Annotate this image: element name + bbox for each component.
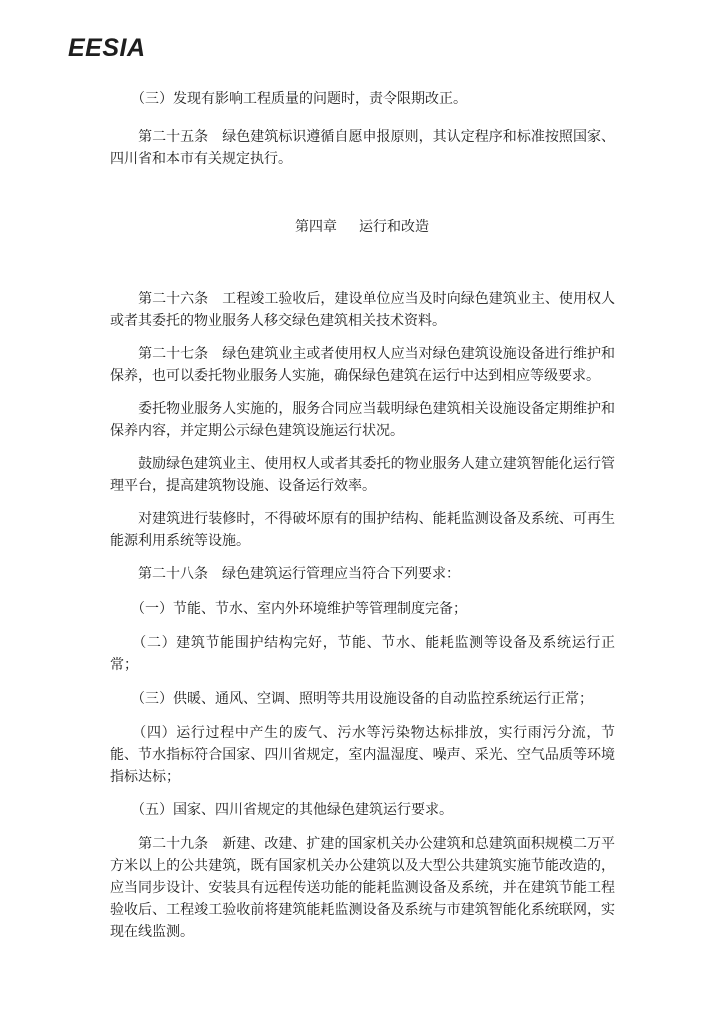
paragraph-art27-encourage: 鼓励绿色建筑业主、使用权人或者其委托的物业服务人建立建筑智能化运行管理平台，提高建筑物设施、设备运行效率。 [110,456,616,494]
paragraph-art28-item1: （一）节能、节水、室内外环境维护等管理制度完备； [138,601,467,617]
eesia-logo: EESIA [68,34,146,62]
paragraph-art28: 第二十八条 绿色建筑运行管理应当符合下列要求： [138,566,460,582]
paragraph-art24-item3: （三）发现有影响工程质量的问题时，责令限期改正。 [138,91,467,107]
paragraph-art28-item2: （二）建筑节能围护结构完好，节能、节水、能耗监测等设备及系统运行正常； [110,635,616,673]
paragraph-art27-renovation: 对建筑进行装修时，不得破坏原有的围护结构、能耗监测设备及系统、可再生能源利用系统等设施。 [110,511,616,549]
chapter-number: 第四章 [295,219,337,235]
paragraph-art26: 第二十六条 工程竣工验收后，建设单位应当及时向绿色建筑业主、使用权人或者其委托的物业服务人移交绿色建筑相关技术资料。 [110,291,616,329]
paragraph-art27-entrust: 委托物业服务人实施的，服务合同应当载明绿色建筑相关设施设备定期维护和保养内容，并定期公示绿色建筑设施运行状况。 [110,401,616,439]
chapter-heading [0,216,724,238]
chapter-title: 运行和改造 [359,219,429,235]
paragraph-art27: 第二十七条 绿色建筑业主或者使用权人应当对绿色建筑设施设备进行维护和保养，也可以委托物业服务人实施，确保绿色建筑在运行中达到相应等级要求。 [110,346,616,384]
paragraph-art28-item4: （四）运行过程中产生的废气、污水等污染物达标排放，实行雨污分流，节能、节水指标符合国家、四川省规定，室内温湿度、噪声、采光、空气品质等环境指标达标； [110,725,616,785]
paragraph-art28-item5: （五）国家、四川省规定的其他绿色建筑运行要求。 [138,802,453,818]
paragraph-art25: 第二十五条 绿色建筑标识遵循自愿申报原则，其认定程序和标准按照国家、四川省和本市有关规定执行。 [110,129,616,167]
paragraph-art28-item3: （三）供暖、通风、空调、照明等共用设施设备的自动监控系统运行正常； [138,691,593,707]
paragraph-art29: 第二十九条 新建、改建、扩建的国家机关办公建筑和总建筑面积规模二万平方米以上的公共建筑，既有国家机关办公建筑以及大型公共建筑实施节能改造的，应当同步设计、安装具有远程传送功能的能耗监测设备及系统，并在建筑节能工程验收后、工程竣工验收前将建筑能耗监测设备及系统与市建筑智能化系统联网，实现在线监测。 [110,836,616,940]
